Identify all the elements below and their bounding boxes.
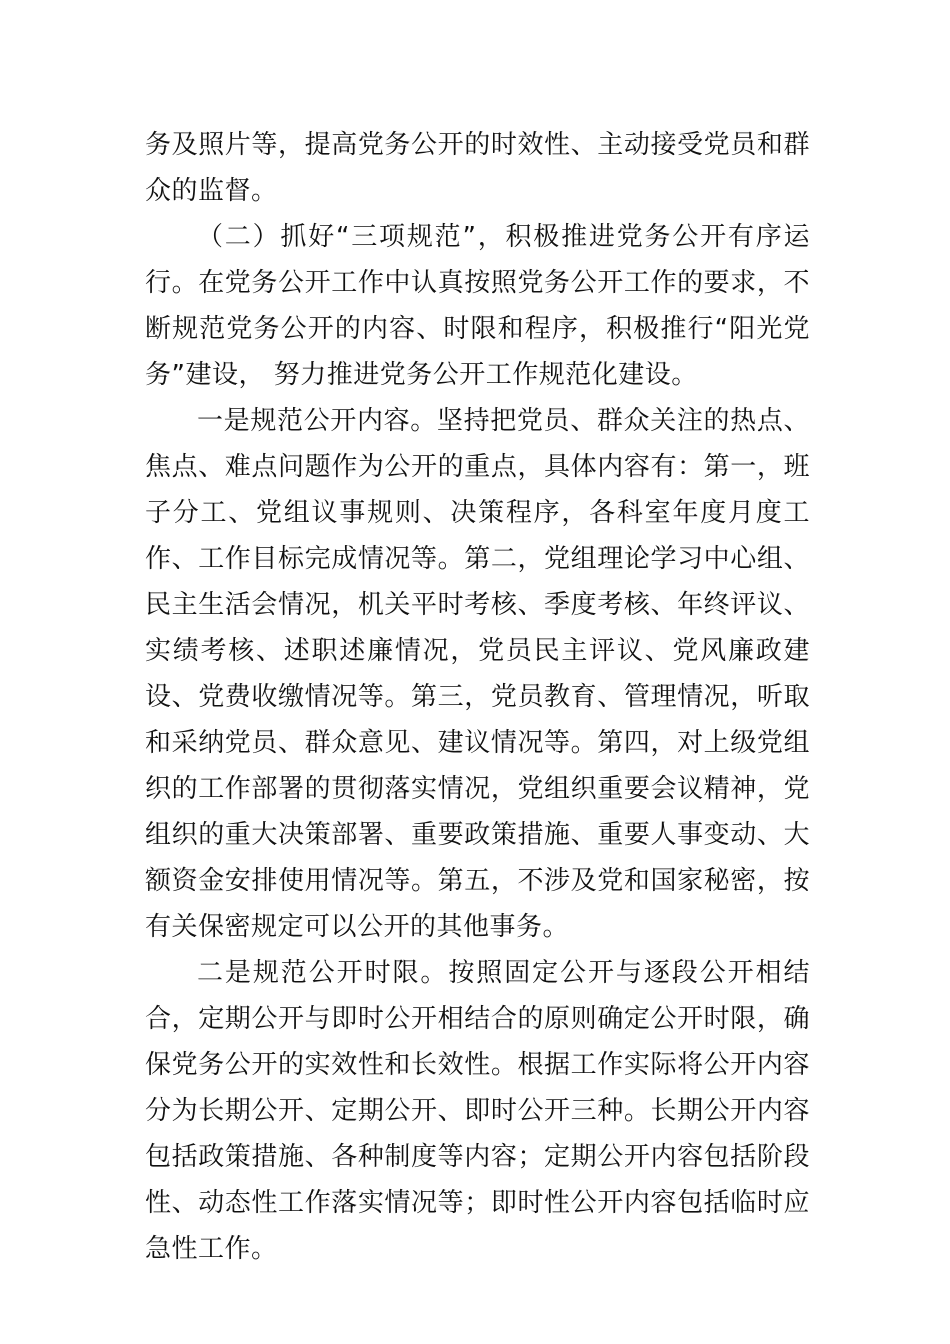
document-body [145, 122, 810, 1272]
paragraph-3: 一是规范公开内容。坚持把党员、群众关注的热点、焦点、难点问题作为公开的重点，具体内容有：第一，班子分工、党组议事规则、决策程序，各科室年度月度工作、工作目标完成情况等。第二，党组理论学习中心组、民主生活会情况，机关平时考核、季度考核、年终评议、实绩考核、述职述廉情况，党员民主评议、党风廉政建设、党费收缴情况等。第三，党员教育、管理情况，听取和采纳党员、群众意见、建议情况等。第四，对上级党组织的工作部署的贯彻落实情况，党组织重要会议精神，党组织的重大决策部署、重要政策措施、重要人事变动、大额资金安排使用情况等。第五，不涉及党和国家秘密，按有关保密规定可以公开的其他事务。 [145, 406, 810, 942]
paragraph-4: 二是规范公开时限。按照固定公开与逐段公开相结合，定期公开与即时公开相结合的原则确定公开时限，确保党务公开的实效性和长效性。根据工作实际将公开内容分为长期公开、定期公开、即时公开三种。长期公开内容包括政策措施、各种制度等内容；定期公开内容包括阶段性、动态性工作落实情况等；即时性公开内容包括临时应急性工作。 [145, 958, 810, 1264]
paragraph-1: 务及照片等，提高党务公开的时效性、主动接受党员和群众的监督。 [145, 130, 810, 206]
paragraph-2: （二）抓好“三项规范”，积极推进党务公开有序运行。在党务公开工作中认真按照党务公开工作的要求，不断规范党务公开的内容、时限和程序，积极推行“阳光党务”建设， 努力推进党务公开工作规范化建设。 [145, 222, 810, 390]
